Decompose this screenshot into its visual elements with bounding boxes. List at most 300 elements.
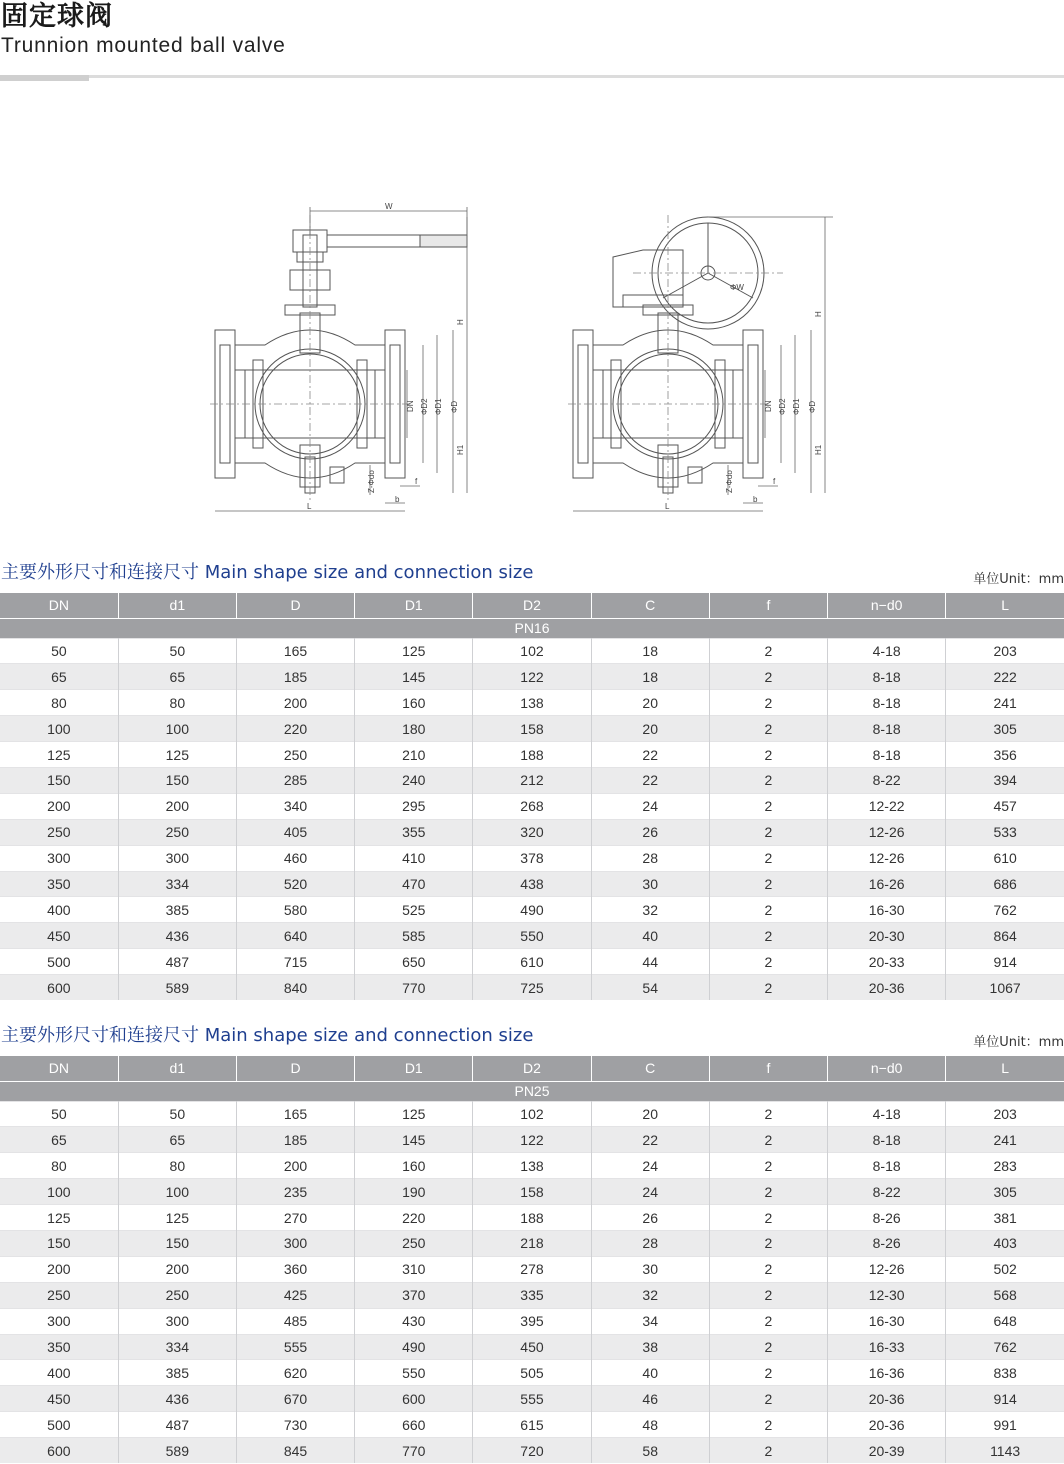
table-cell: 500	[0, 1412, 118, 1438]
col-header-d: D	[236, 1056, 354, 1081]
table-cell: 18	[591, 664, 709, 690]
table-cell: 720	[473, 1438, 591, 1464]
col-header-D2: D2	[473, 593, 591, 618]
dim-label-h-gear: H	[814, 311, 823, 317]
table-cell: 670	[236, 1386, 354, 1412]
table-cell: 2	[709, 1282, 827, 1308]
table-cell: 2	[709, 690, 827, 716]
table-cell: 250	[0, 1282, 118, 1308]
table-cell: 300	[118, 845, 236, 871]
table-cell: 295	[355, 793, 473, 819]
table-cell: 300	[0, 1308, 118, 1334]
table-cell: 394	[946, 767, 1064, 793]
table-cell: 360	[236, 1256, 354, 1282]
table-row	[0, 742, 1064, 768]
table-row	[0, 1308, 1064, 1334]
table-cell: 22	[591, 1127, 709, 1153]
pressure-class-label: PN25	[0, 1081, 1064, 1101]
table-cell: 555	[473, 1386, 591, 1412]
table-row	[0, 690, 1064, 716]
table-cell: 600	[355, 1386, 473, 1412]
table-cell: 405	[236, 819, 354, 845]
table-cell: 270	[236, 1205, 354, 1231]
dim-label-h1: H1	[456, 444, 465, 455]
pressure-class-label: PN16	[0, 618, 1064, 638]
table-cell: 300	[236, 1230, 354, 1256]
table-cell: 585	[355, 923, 473, 949]
col-header-n-d0: n−d0	[828, 1056, 946, 1081]
dim-label-f-gear: f	[773, 477, 776, 486]
table-cell: 160	[355, 690, 473, 716]
table-cell: 845	[236, 1438, 354, 1464]
table-cell: 2	[709, 897, 827, 923]
table-row	[0, 1360, 1064, 1386]
lever-valve-drawing	[210, 207, 467, 511]
col-header-d: D	[236, 593, 354, 618]
table-cell: 12-26	[828, 1256, 946, 1282]
table-cell: 520	[236, 871, 354, 897]
table-cell: 340	[236, 793, 354, 819]
table-cell: 24	[591, 1179, 709, 1205]
table-cell: 150	[0, 1230, 118, 1256]
table-cell: 38	[591, 1334, 709, 1360]
table-row	[0, 819, 1064, 845]
page-title-cn: 固定球阀	[1, 1, 113, 32]
table-cell: 490	[355, 1334, 473, 1360]
dim-label-h: H	[456, 319, 465, 325]
table-cell: 335	[473, 1282, 591, 1308]
table-row	[0, 1153, 1064, 1179]
table-cell: 610	[473, 949, 591, 975]
table-cell: 580	[236, 897, 354, 923]
table-cell: 2	[709, 1101, 827, 1127]
table-cell: 485	[236, 1308, 354, 1334]
table-cell: 250	[118, 1282, 236, 1308]
table-cell: 305	[946, 1179, 1064, 1205]
table-cell: 188	[473, 1205, 591, 1231]
table-cell: 770	[355, 1438, 473, 1464]
table-cell: 24	[591, 793, 709, 819]
table-cell: 525	[355, 897, 473, 923]
table-row	[0, 1282, 1064, 1308]
table-cell: 16-30	[828, 897, 946, 923]
table-cell: 58	[591, 1438, 709, 1464]
dim-label-d: ΦD	[450, 400, 459, 413]
table-cell: 220	[355, 1205, 473, 1231]
table-cell: 770	[355, 975, 473, 1001]
section-title: 主要外形尺寸和连接尺寸 Main shape size and connection size	[1, 1025, 534, 1046]
table-cell: 50	[118, 1101, 236, 1127]
dim-label-h1-gear: H1	[814, 444, 823, 455]
table-row	[0, 1101, 1064, 1127]
table-cell: 2	[709, 638, 827, 664]
table-cell: 2	[709, 949, 827, 975]
table-cell: 200	[236, 690, 354, 716]
table-row	[0, 1438, 1064, 1464]
table-cell: 240	[355, 767, 473, 793]
section-header-pn16	[0, 558, 1064, 590]
table-cell: 100	[0, 1179, 118, 1205]
table-cell: 54	[591, 975, 709, 1001]
table-cell: 200	[0, 793, 118, 819]
table-cell: 8-26	[828, 1205, 946, 1231]
table-cell: 8-26	[828, 1230, 946, 1256]
dim-label-l-gear: L	[665, 502, 670, 511]
table-cell: 600	[0, 975, 118, 1001]
col-header-n-d0: n−d0	[828, 593, 946, 618]
table-cell: 30	[591, 871, 709, 897]
table-cell: 730	[236, 1412, 354, 1438]
table-cell: 2	[709, 1153, 827, 1179]
table-cell: 410	[355, 845, 473, 871]
table-cell: 44	[591, 949, 709, 975]
table-row	[0, 845, 1064, 871]
table-row	[0, 923, 1064, 949]
table-cell: 165	[236, 638, 354, 664]
table-cell: 2	[709, 1308, 827, 1334]
table-cell: 450	[0, 923, 118, 949]
table-row	[0, 949, 1064, 975]
table-cell: 438	[473, 871, 591, 897]
table-cell: 610	[946, 845, 1064, 871]
table-cell: 2	[709, 1256, 827, 1282]
table-row	[0, 1412, 1064, 1438]
col-header-l: L	[946, 1056, 1064, 1081]
table-cell: 200	[236, 1153, 354, 1179]
table-cell: 138	[473, 1153, 591, 1179]
dim-label-l: L	[307, 502, 312, 511]
table-cell: 2	[709, 1412, 827, 1438]
dim-label-dn-gear: DN	[764, 400, 773, 412]
table-cell: 8-18	[828, 690, 946, 716]
table-cell: 620	[236, 1360, 354, 1386]
table-cell: 165	[236, 1101, 354, 1127]
table-cell: 102	[473, 1101, 591, 1127]
table-cell: 500	[0, 949, 118, 975]
table-cell: 22	[591, 742, 709, 768]
table-row	[0, 664, 1064, 690]
section-title: 主要外形尺寸和连接尺寸 Main shape size and connection size	[1, 562, 534, 583]
table-cell: 385	[118, 1360, 236, 1386]
table-cell: 395	[473, 1308, 591, 1334]
dim-label-w-gear: ΦW	[730, 283, 744, 292]
table-cell: 20-33	[828, 949, 946, 975]
table-cell: 840	[236, 975, 354, 1001]
table-cell: 334	[118, 1334, 236, 1360]
table-cell: 400	[0, 897, 118, 923]
table-cell: 190	[355, 1179, 473, 1205]
header-divider	[0, 75, 1064, 78]
table-cell: 660	[355, 1412, 473, 1438]
table-cell: 16-30	[828, 1308, 946, 1334]
table-cell: 16-33	[828, 1334, 946, 1360]
table-cell: 80	[0, 1153, 118, 1179]
table-cell: 100	[0, 716, 118, 742]
table-row	[0, 1205, 1064, 1231]
table-cell: 725	[473, 975, 591, 1001]
dim-label-b-gear: b	[753, 495, 758, 504]
table-cell: 8-18	[828, 1127, 946, 1153]
col-header-D1: D1	[355, 593, 473, 618]
table-cell: 20-36	[828, 975, 946, 1001]
table-cell: 589	[118, 1438, 236, 1464]
col-header-d1: d1	[118, 1056, 236, 1081]
table-cell: 200	[118, 793, 236, 819]
table-cell: 381	[946, 1205, 1064, 1231]
table-row	[0, 716, 1064, 742]
table-cell: 8-22	[828, 1179, 946, 1205]
table-cell: 50	[0, 1101, 118, 1127]
table-cell: 212	[473, 767, 591, 793]
table-cell: 1143	[946, 1438, 1064, 1464]
table-cell: 436	[118, 1386, 236, 1412]
table-cell: 2	[709, 975, 827, 1001]
table-cell: 65	[0, 1127, 118, 1153]
table-header-row	[0, 593, 1064, 618]
table-cell: 450	[0, 1386, 118, 1412]
dim-label-d1-gear: ΦD1	[792, 398, 801, 415]
table-cell: 16-26	[828, 871, 946, 897]
table-cell: 160	[355, 1153, 473, 1179]
col-header-dn: DN	[0, 1056, 118, 1081]
table-row	[0, 1256, 1064, 1282]
table-cell: 2	[709, 716, 827, 742]
table-cell: 203	[946, 638, 1064, 664]
table-cell: 80	[0, 690, 118, 716]
table-cell: 50	[118, 638, 236, 664]
table-cell: 22	[591, 767, 709, 793]
table-cell: 12-22	[828, 793, 946, 819]
table-cell: 210	[355, 742, 473, 768]
table-cell: 2	[709, 1230, 827, 1256]
table-cell: 20-36	[828, 1412, 946, 1438]
page-title-en: Trunnion mounted ball valve	[1, 34, 286, 57]
table-cell: 28	[591, 1230, 709, 1256]
table-cell: 8-18	[828, 664, 946, 690]
table-cell: 125	[0, 1205, 118, 1231]
table-cell: 285	[236, 767, 354, 793]
table-cell: 334	[118, 871, 236, 897]
table-cell: 650	[355, 949, 473, 975]
table-cell: 65	[118, 1127, 236, 1153]
table-cell: 102	[473, 638, 591, 664]
table-cell: 403	[946, 1230, 1064, 1256]
table-row	[0, 897, 1064, 923]
table-cell: 378	[473, 845, 591, 871]
table-cell: 250	[236, 742, 354, 768]
table-cell: 648	[946, 1308, 1064, 1334]
table-cell: 40	[591, 1360, 709, 1386]
table-cell: 100	[118, 1179, 236, 1205]
table-cell: 65	[0, 664, 118, 690]
table-cell: 436	[118, 923, 236, 949]
table-cell: 568	[946, 1282, 1064, 1308]
table-row	[0, 1127, 1064, 1153]
table-cell: 487	[118, 949, 236, 975]
table-cell: 715	[236, 949, 354, 975]
table-cell: 356	[946, 742, 1064, 768]
table-cell: 2	[709, 664, 827, 690]
table-cell: 2	[709, 845, 827, 871]
table-cell: 589	[118, 975, 236, 1001]
col-header-c: C	[591, 1056, 709, 1081]
table-cell: 26	[591, 819, 709, 845]
table-cell: 550	[355, 1360, 473, 1386]
table-cell: 305	[946, 716, 1064, 742]
table-row	[0, 975, 1064, 1001]
table-cell: 762	[946, 897, 1064, 923]
table-cell: 125	[355, 638, 473, 664]
table-cell: 2	[709, 1360, 827, 1386]
table-cell: 30	[591, 1256, 709, 1282]
table-cell: 20	[591, 1101, 709, 1127]
table-row	[0, 1386, 1064, 1412]
dim-label-b: b	[395, 495, 400, 504]
table-cell: 235	[236, 1179, 354, 1205]
valve-technical-drawing	[205, 195, 845, 525]
table-cell: 241	[946, 690, 1064, 716]
table-cell: 180	[355, 716, 473, 742]
table-cell: 550	[473, 923, 591, 949]
table-cell: 2	[709, 1438, 827, 1464]
table-cell: 457	[946, 793, 1064, 819]
gear-valve-drawing	[568, 215, 833, 511]
table-cell: 241	[946, 1127, 1064, 1153]
table-cell: 355	[355, 819, 473, 845]
table-cell: 4-18	[828, 1101, 946, 1127]
table-cell: 600	[0, 1438, 118, 1464]
table-cell: 350	[0, 1334, 118, 1360]
table-cell: 125	[355, 1101, 473, 1127]
dim-label-f: f	[415, 477, 418, 486]
table-cell: 250	[355, 1230, 473, 1256]
table-cell: 20-30	[828, 923, 946, 949]
table-cell: 100	[118, 716, 236, 742]
table-cell: 425	[236, 1282, 354, 1308]
unit-label: 单位Unit：mm	[973, 572, 1064, 587]
table-cell: 80	[118, 1153, 236, 1179]
table-cell: 24	[591, 1153, 709, 1179]
table-row	[0, 1230, 1064, 1256]
dim-label-dn: DN	[406, 400, 415, 412]
table-cell: 250	[0, 819, 118, 845]
table-cell: 350	[0, 871, 118, 897]
col-header-c: C	[591, 593, 709, 618]
table-cell: 125	[118, 1205, 236, 1231]
table-cell: 50	[0, 638, 118, 664]
table-cell: 40	[591, 923, 709, 949]
table-cell: 370	[355, 1282, 473, 1308]
table-cell: 20-39	[828, 1438, 946, 1464]
table-cell: 2	[709, 819, 827, 845]
table-cell: 502	[946, 1256, 1064, 1282]
dim-label-d-gear: ΦD	[808, 400, 817, 413]
table-cell: 150	[0, 767, 118, 793]
table-cell: 914	[946, 949, 1064, 975]
table-cell: 2	[709, 1386, 827, 1412]
table-cell: 150	[118, 1230, 236, 1256]
table-cell: 220	[236, 716, 354, 742]
table-cell: 8-18	[828, 742, 946, 768]
table-cell: 20-36	[828, 1386, 946, 1412]
table-cell: 320	[473, 819, 591, 845]
table-row	[0, 767, 1064, 793]
table-cell: 12-26	[828, 845, 946, 871]
table-cell: 300	[118, 1308, 236, 1334]
table-row	[0, 871, 1064, 897]
table-cell: 46	[591, 1386, 709, 1412]
table-cell: 12-26	[828, 819, 946, 845]
pressure-class-row	[0, 618, 1064, 638]
table-cell: 283	[946, 1153, 1064, 1179]
table-cell: 65	[118, 664, 236, 690]
table-cell: 268	[473, 793, 591, 819]
table-cell: 122	[473, 664, 591, 690]
dim-label-d2-gear: ΦD2	[778, 398, 787, 415]
table-cell: 218	[473, 1230, 591, 1256]
table-cell: 615	[473, 1412, 591, 1438]
table-cell: 12-30	[828, 1282, 946, 1308]
dimension-table-pn25	[0, 1056, 1064, 1463]
pressure-class-row	[0, 1081, 1064, 1101]
table-cell: 2	[709, 1205, 827, 1231]
table-cell: 8-18	[828, 716, 946, 742]
table-cell: 2	[709, 1179, 827, 1205]
table-cell: 250	[118, 819, 236, 845]
table-cell: 145	[355, 664, 473, 690]
table-cell: 2	[709, 793, 827, 819]
table-cell: 34	[591, 1308, 709, 1334]
table-cell: 200	[0, 1256, 118, 1282]
table-cell: 26	[591, 1205, 709, 1231]
dim-label-d2: ΦD2	[420, 398, 429, 415]
table-cell: 914	[946, 1386, 1064, 1412]
table-cell: 8-18	[828, 1153, 946, 1179]
table-cell: 762	[946, 1334, 1064, 1360]
table-cell: 138	[473, 690, 591, 716]
table-cell: 158	[473, 1179, 591, 1205]
table-cell: 864	[946, 923, 1064, 949]
table-cell: 385	[118, 897, 236, 923]
table-cell: 2	[709, 742, 827, 768]
table-cell: 125	[118, 742, 236, 768]
header-divider-accent	[0, 75, 89, 81]
table-cell: 278	[473, 1256, 591, 1282]
table-row	[0, 638, 1064, 664]
col-header-l: L	[946, 593, 1064, 618]
table-cell: 300	[0, 845, 118, 871]
col-header-d1: d1	[118, 593, 236, 618]
table-cell: 2	[709, 1127, 827, 1153]
table-cell: 188	[473, 742, 591, 768]
table-cell: 2	[709, 923, 827, 949]
table-cell: 555	[236, 1334, 354, 1360]
table-cell: 32	[591, 1282, 709, 1308]
col-header-dn: DN	[0, 593, 118, 618]
table-cell: 505	[473, 1360, 591, 1386]
dimension-table-pn16	[0, 593, 1064, 1000]
col-header-f: f	[709, 1056, 827, 1081]
unit-label: 单位Unit：mm	[973, 1035, 1064, 1050]
table-cell: 686	[946, 871, 1064, 897]
table-cell: 2	[709, 1334, 827, 1360]
table-row	[0, 793, 1064, 819]
table-cell: 533	[946, 819, 1064, 845]
table-cell: 450	[473, 1334, 591, 1360]
col-header-D1: D1	[355, 1056, 473, 1081]
dim-label-bolt: Z-Φdo	[367, 470, 376, 493]
table-cell: 158	[473, 716, 591, 742]
